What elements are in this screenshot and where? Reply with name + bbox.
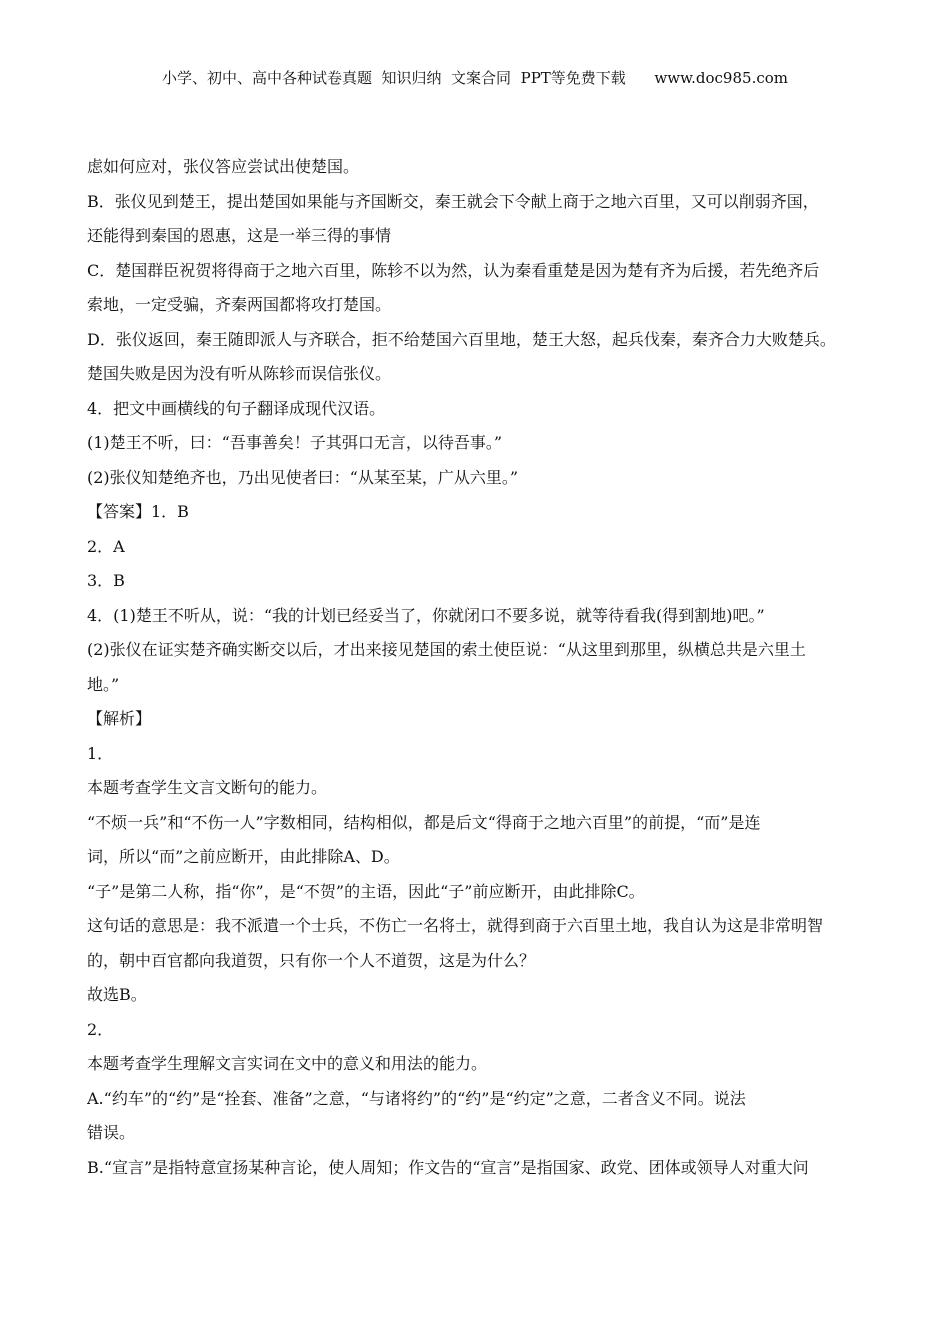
text-line: (2)张仪知楚绝齐也，乃出见使者曰：“从某至某，广从六里。” (87, 467, 519, 487)
text-line: 3．B (87, 571, 125, 590)
text-line: 虑如何应对，张仪答应尝试出使楚国。 (87, 157, 360, 176)
text-line: (1)楚王不听，曰：“吾事善矣！子其弭口无言，以待吾事。” (87, 433, 503, 452)
text-line: 楚国失败是因为没有听从陈轸而误信张仪。 (87, 364, 392, 383)
text-line: B．张仪见到楚王，提出楚国如果能与齐国断交，秦王就会下令献上商于之地六百里，又可以削弱齐国， (87, 191, 819, 211)
page-header: 小学、初中、高中各种试卷真题 知识归纳 文案合同 PPT等免费下载 www.doc985.com (161, 69, 788, 87)
answer-heading: 【答案】1．B (87, 502, 189, 521)
text-line: 还能得到秦国的恩惠，这是一举三得的事情 (87, 226, 392, 245)
text-line: A.“约车”的“约”是“拴套、准备”之意，“与诸将约”的“约”是“约定”之意，二者含义不同。说法 (87, 1088, 746, 1108)
text-line: 这句话的意思是：我不派遣一个士兵，不伤亡一名将士，就得到商于六百里土地，我自认为这是非常明智 (87, 916, 824, 935)
text-line: “子”是第二人称，指“你”，是“不贺”的主语，因此“子”前应断开，由此排除C。 (87, 881, 645, 901)
text-line: (2)张仪在证实楚齐确实断交以后，才出来接见楚国的索土使臣说：“从这里到那里，纵横总共是六里土 (87, 640, 806, 659)
analysis-heading: 【解析】 (87, 709, 152, 728)
question-heading: 4．把文中画横线的句子翻译成现代汉语。 (87, 398, 386, 418)
text-line: B.“宣言”是指特意宣扬某种言论，使人周知；作文告的“宣言”是指国家、政党、团体或领导人对重大问 (87, 1157, 809, 1177)
text-line: 词，所以“而”之前应断开，由此排除A、D。 (87, 847, 400, 866)
text-line: 本题考查学生文言文断句的能力。 (87, 778, 328, 797)
text-line: C．楚国群臣祝贺将得商于之地六百里，陈轸不以为然，认为秦看重楚是因为楚有齐为后援，若先绝齐后 (87, 260, 820, 280)
text-line: D．张仪返回，秦王随即派人与齐联合，拒不给楚国六百里地，楚王大怒，起兵伐秦，秦齐合力大败楚兵。 (87, 329, 836, 349)
text-line: 4．(1)楚王不听从，说：“我的计划已经妥当了，你就闭口不要多说，就等待看我(得到割地)吧。” (87, 605, 765, 625)
text-line: 故选B。 (87, 985, 147, 1004)
text-line: 索地，一定受骗，齐秦两国都将攻打楚国。 (87, 295, 392, 314)
text-line: 本题考查学生理解文言实词在文中的意义和用法的能力。 (87, 1054, 488, 1073)
document-body (87, 150, 877, 1185)
text-line: 地。” (87, 674, 120, 694)
text-line: 1． (87, 743, 114, 763)
text-line: 2． (87, 1019, 114, 1039)
text-line: 2．A (87, 536, 125, 556)
text-line: 错误。 (87, 1123, 136, 1142)
text-line: 的，朝中百官都向我道贺，只有你一个人不道贺，这是为什么？ (87, 950, 536, 970)
text-line: “不烦一兵”和“不伤一人”字数相同，结构相似，都是后文“得商于之地六百里”的前提，“而”是连 (87, 812, 761, 832)
